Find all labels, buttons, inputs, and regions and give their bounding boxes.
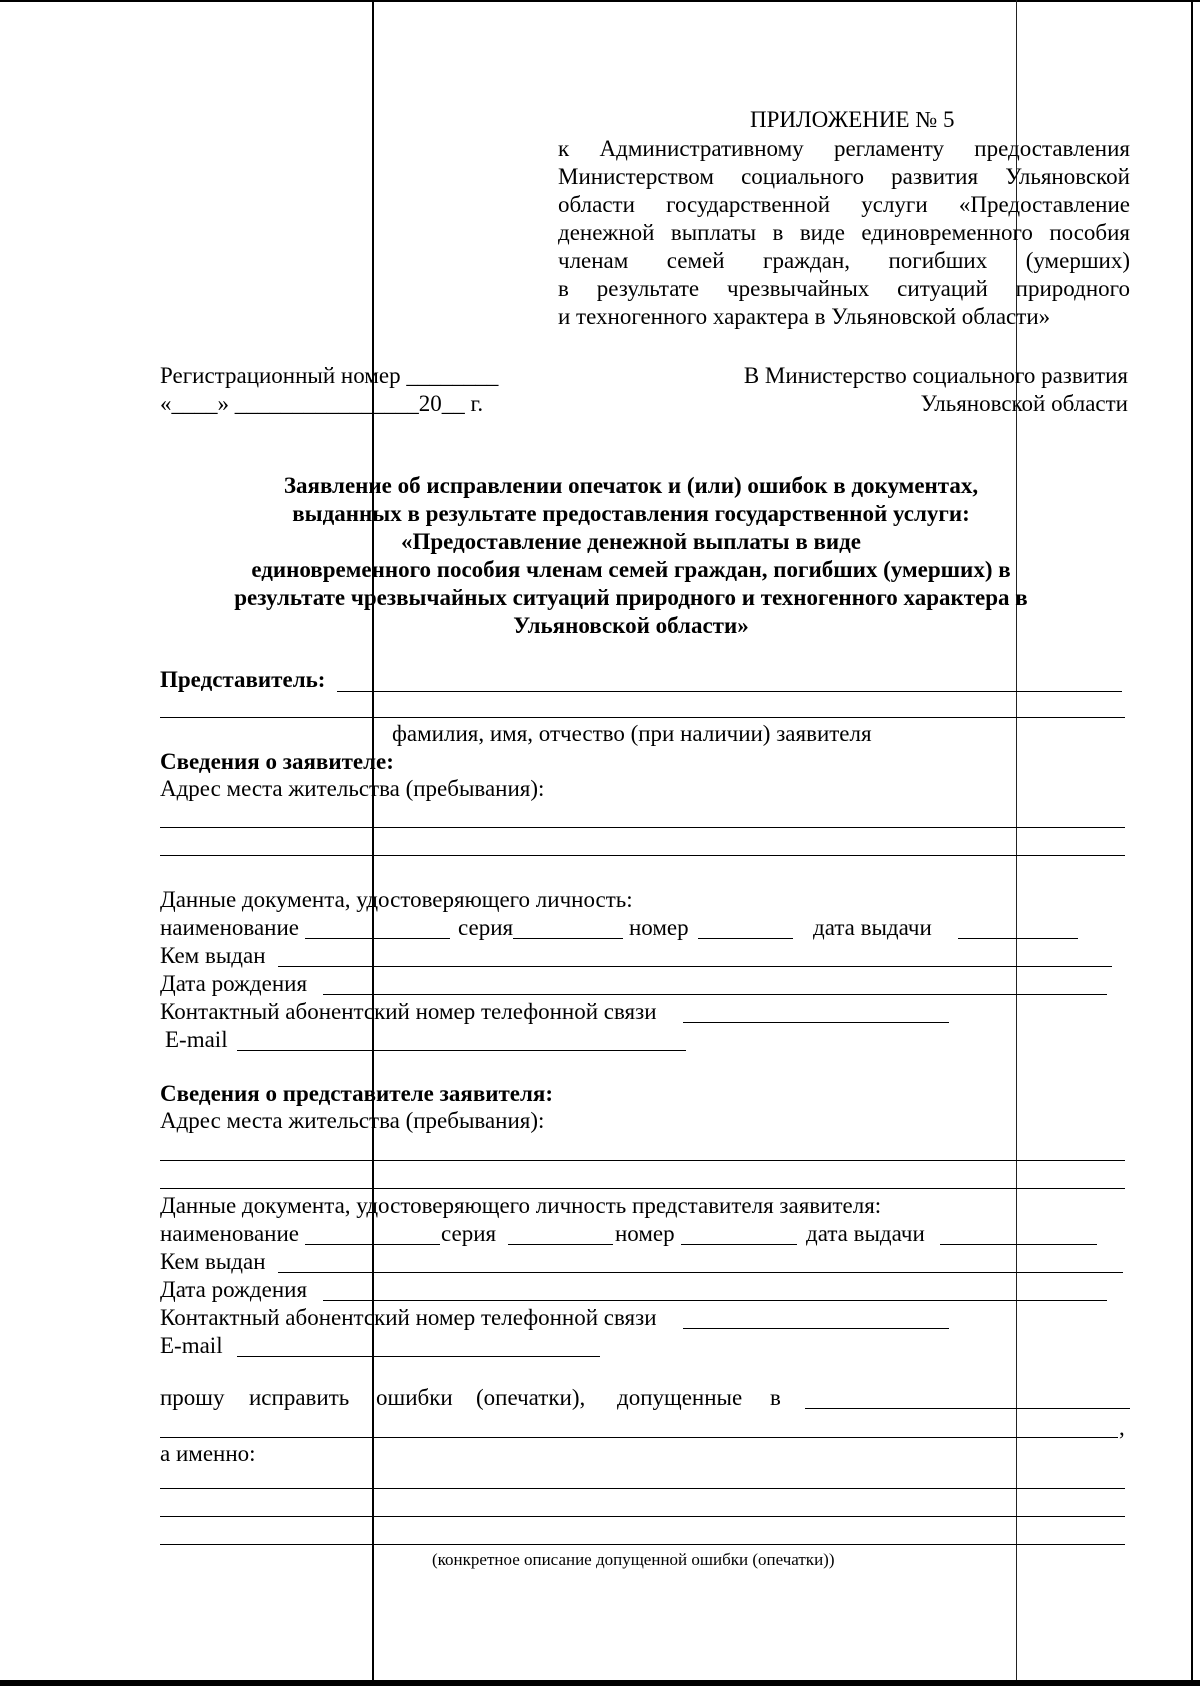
annex-line: Министерством социального развития Ульяновской bbox=[558, 164, 1130, 189]
annex-line: области государственной услуги «Предоставление bbox=[558, 192, 1130, 217]
rep-doc-name-label: наименование bbox=[160, 1221, 299, 1246]
error-description-field-3[interactable] bbox=[160, 1544, 1125, 1545]
error-description-caption: (конкретное описание допущенной ошибки (опечатки)) bbox=[432, 1550, 835, 1569]
rep-number-label: номер bbox=[615, 1221, 675, 1246]
rep-birth-date-field[interactable] bbox=[323, 1300, 1107, 1301]
rep-address-label: Адрес места жительства (пребывания): bbox=[160, 1108, 545, 1133]
applicant-issued-by-field[interactable] bbox=[278, 966, 1112, 967]
applicant-number-field[interactable] bbox=[698, 938, 793, 939]
heading-line: Ульяновской области» bbox=[513, 613, 749, 638]
request-word: допущенные bbox=[617, 1385, 743, 1410]
applicant-doc-name-field[interactable] bbox=[305, 938, 450, 939]
applicant-phone-label: Контактный абонентский номер телефонной связи bbox=[160, 999, 657, 1024]
representative-label: Представитель: bbox=[160, 667, 326, 692]
applicant-issue-date-field[interactable] bbox=[958, 938, 1078, 939]
rep-section-title: Сведения о представителе заявителя: bbox=[160, 1081, 554, 1106]
applicant-doc-name-label: наименование bbox=[160, 915, 299, 940]
applicant-id-doc-label: Данные документа, удостоверяющего личность: bbox=[160, 887, 633, 912]
rep-address-field-1[interactable] bbox=[160, 1160, 1125, 1161]
error-description-field-2[interactable] bbox=[160, 1516, 1125, 1517]
applicant-email-label: E-mail bbox=[165, 1027, 228, 1052]
rep-phone-field[interactable] bbox=[683, 1328, 949, 1329]
annex-line-last: и техногенного характера в Ульяновской области» bbox=[558, 304, 1051, 329]
registration-number: Регистрационный номер ________ bbox=[160, 363, 499, 388]
request-comma: , bbox=[1119, 1415, 1125, 1440]
rep-birth-date-label: Дата рождения bbox=[160, 1277, 308, 1302]
applicant-address-field-2[interactable] bbox=[160, 855, 1125, 856]
annex-line: денежной выплаты в виде единовременного пособия bbox=[558, 220, 1130, 245]
rep-email-label: E-mail bbox=[160, 1333, 223, 1358]
heading-line: результате чрезвычайных ситуаций природного и техногенного характера в bbox=[234, 585, 1028, 610]
recipient-line-2: Ульяновской области bbox=[920, 391, 1128, 416]
applicant-address-label: Адрес места жительства (пребывания): bbox=[160, 776, 545, 801]
rep-doc-name-field[interactable] bbox=[305, 1244, 440, 1245]
applicant-issued-by-label: Кем выдан bbox=[160, 943, 266, 968]
registration-date: «____» ________________20__ г. bbox=[160, 391, 484, 416]
applicant-number-label: номер bbox=[629, 915, 689, 940]
request-word: ошибки bbox=[376, 1385, 453, 1410]
rep-address-field-2[interactable] bbox=[160, 1188, 1125, 1189]
request-word: в bbox=[770, 1385, 781, 1410]
rep-issue-date-label: дата выдачи bbox=[806, 1221, 925, 1246]
applicant-series-label: серия bbox=[458, 915, 514, 940]
annex-line: в результате чрезвычайных ситуаций природного bbox=[558, 276, 1130, 301]
applicant-phone-field[interactable] bbox=[683, 1022, 949, 1023]
request-word: прошу bbox=[160, 1385, 225, 1410]
rep-id-doc-label: Данные документа, удостоверяющего личность представителя заявителя: bbox=[160, 1193, 882, 1218]
applicant-section-title: Сведения о заявителе: bbox=[160, 749, 394, 774]
annex-line: членам семей граждан, погибших (умерших) bbox=[558, 248, 1130, 273]
representative-caption: фамилия, имя, отчество (при наличии) заявителя bbox=[392, 721, 872, 746]
request-namely-label: а именно: bbox=[160, 1441, 256, 1466]
annex-title: ПРИЛОЖЕНИЕ № 5 bbox=[750, 107, 955, 132]
representative-field[interactable] bbox=[337, 691, 1122, 692]
request-document-field[interactable] bbox=[805, 1408, 1130, 1409]
applicant-birth-date-label: Дата рождения bbox=[160, 971, 308, 996]
rep-issue-date-field[interactable] bbox=[940, 1244, 1097, 1245]
annex-line: к Административному регламенту предоставления bbox=[558, 136, 1130, 161]
heading-line: единовременного пособия членам семей граждан, погибших (умерших) в bbox=[251, 557, 1011, 582]
scan-frame-bottom bbox=[0, 1680, 1200, 1686]
applicant-birth-date-field[interactable] bbox=[323, 994, 1107, 995]
applicant-issue-date-label: дата выдачи bbox=[813, 915, 932, 940]
rep-phone-label: Контактный абонентский номер телефонной связи bbox=[160, 1305, 657, 1330]
rep-issued-by-label: Кем выдан bbox=[160, 1249, 266, 1274]
scan-frame-right bbox=[1191, 0, 1193, 1680]
rep-series-field[interactable] bbox=[508, 1244, 613, 1245]
request-document-field-2[interactable] bbox=[160, 1437, 1118, 1438]
request-word: исправить bbox=[249, 1385, 350, 1410]
rep-series-label: серия bbox=[441, 1221, 497, 1246]
representative-field-2[interactable] bbox=[160, 717, 1125, 718]
applicant-series-field[interactable] bbox=[513, 938, 623, 939]
applicant-address-field-1[interactable] bbox=[160, 827, 1125, 828]
recipient-line-1: В Министерство социального развития bbox=[743, 363, 1128, 388]
scan-vertical-streak-left bbox=[372, 0, 374, 1680]
applicant-email-field[interactable] bbox=[237, 1050, 686, 1051]
rep-issued-by-field[interactable] bbox=[278, 1272, 1123, 1273]
heading-line: «Предоставление денежной выплаты в виде bbox=[400, 529, 862, 554]
scan-frame-top bbox=[0, 0, 1200, 2]
heading-line: Заявление об исправлении опечаток и (или) ошибок в документах, bbox=[283, 473, 979, 498]
rep-email-field[interactable] bbox=[237, 1356, 600, 1357]
rep-number-field[interactable] bbox=[681, 1244, 797, 1245]
heading-line: выданных в результате предоставления государственной услуги: bbox=[292, 501, 970, 526]
request-word: (опечатки), bbox=[476, 1385, 586, 1410]
error-description-field-1[interactable] bbox=[160, 1488, 1125, 1489]
